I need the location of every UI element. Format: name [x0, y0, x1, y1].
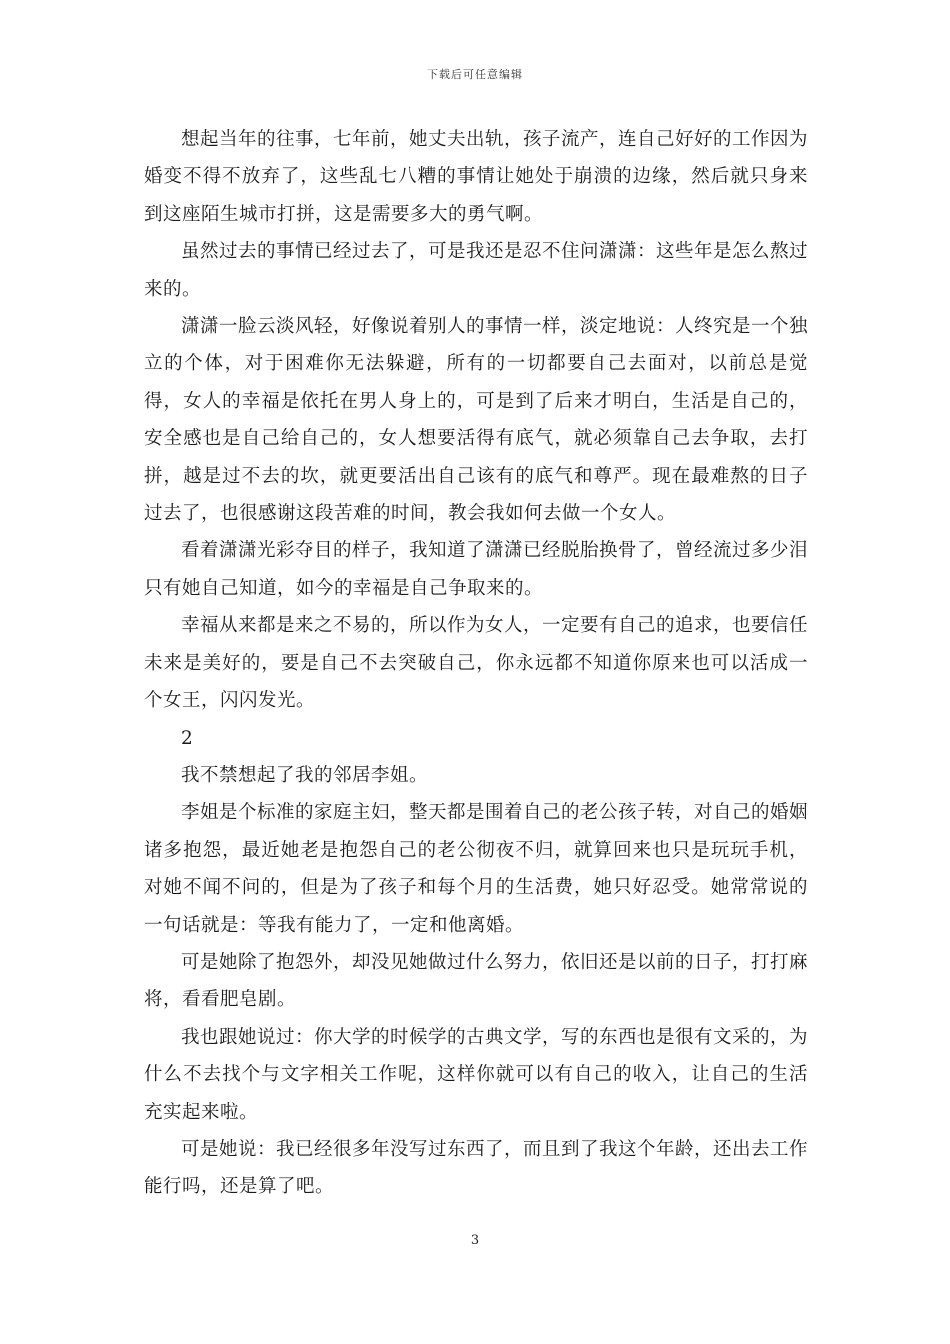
page-header: 下载后可任意编辑: [427, 68, 523, 81]
paragraph-7: 李姐是个标准的家庭主妇，整天都是围着自己的老公孩子转，对自己的婚姻诸多抱怨，最近她老是抱怨自己的老公彻夜不归，就算回来也只是玩玩手机，对她不闻不问的，但是为了孩子和每个月的生活费，她只好忍受。她常常说的一句话就是：等我有能力了，一定和他离婚。: [144, 802, 809, 936]
paragraph-2: 虽然过去的事情已经过去了，可是我还是忍不住问潇潇：这些年是怎么熬过来的。: [144, 241, 809, 300]
paragraph-8: 可是她除了抱怨外，却没见她做过什么努力，依旧还是以前的日子，打打麻将，看看肥皂剧。: [144, 951, 809, 1011]
document-body: [144, 121, 808, 1206]
paragraph-10: 可是她说：我已经很多年没写过东西了，而且到了我这个年龄，还出去工作能行吗，还是算了吧。: [144, 1138, 809, 1198]
paragraph-5: 幸福从来都是来之不易的，所以作为女人，一定要有自己的追求，也要信任未来是美好的，要是自己不去突破自己，你永远都不知道你原来也可以活成一个女王，闪闪发光。: [144, 615, 809, 712]
paragraph-6: 我不禁想起了我的邻居李姐。: [181, 764, 429, 786]
paragraph-3: 潇潇一脸云淡风轻，好像说着别人的事情一样，淡定地说：人终究是一个独立的个体，对于困难你无法躲避，所有的一切都要自己去面对，以前总是觉得，女人的幸福是依托在男人身上的，可是到了后来才明白，生活是自己的，安全感也是自己给自己的，女人想要活得有底气，就必须靠自己去争取，去打拼，越是过不去的坎，就更要活出自己该有的底气和尊严。现在最难熬的日子过去了，也很感谢这段苦难的时间，教会我如何去做一个女人。: [144, 316, 809, 525]
paragraph-1: 想起当年的往事，七年前，她丈夫出轨，孩子流产，连自己好好的工作因为婚变不得不放弃了，这些乱七八糟的事情让她处于崩溃的边缘，然后就只身来到这座陌生城市打拼，这是需要多大的勇气啊。: [144, 129, 809, 225]
page-number: 3: [470, 1233, 480, 1248]
paragraph-9: 我也跟她说过：你大学的时候学的古典文学，写的东西也是很有文采的，为什么不去找个与文字相关工作呢，这样你就可以有自己的收入，让自己的生活充实起来啦。: [144, 1026, 809, 1123]
section-number: 2: [181, 727, 194, 749]
paragraph-4: 看着潇潇光彩夺目的样子，我知道了潇潇已经脱胎换骨了，曾经流过多少泪只有她自己知道，如今的幸福是自己争取来的。: [144, 540, 809, 599]
